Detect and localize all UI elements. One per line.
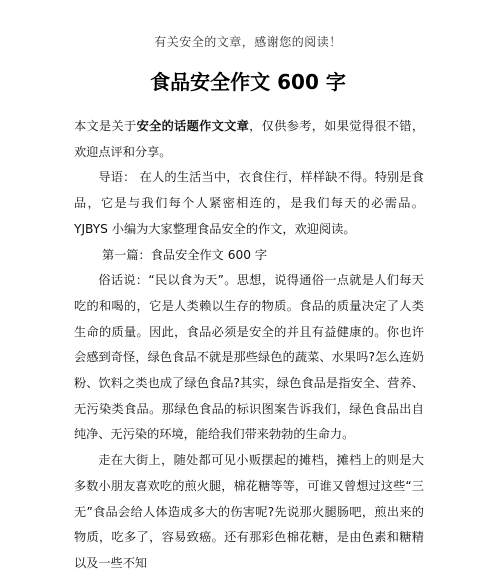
intro-paragraph	[74, 114, 424, 165]
intro-post: ，仅供参考，如果觉得很不错，欢迎点评和分享。	[74, 119, 425, 159]
article-body	[74, 114, 424, 577]
intro-bold: 安全的话题作文文章	[136, 119, 250, 133]
section-heading: 第一篇：食品安全作文 600 字	[102, 247, 268, 262]
guide-paragraph: 导语： 在人的生活当中，衣食住行，样样缺不得。特别是食品，它是与我们每个人紧密相连的，是我们每天的必需品。YJBYS 小编为大家整理食品安全的作文，欢迎阅读。	[74, 170, 424, 236]
intro-pre: 本文是关于	[74, 119, 137, 133]
paragraph-2: 走在大街上，随处都可见小贩摆起的摊档，摊档上的则是大多数小朋友喜欢吃的煎火腿，棉花糖等等，可谁又曾想过这些“三无”食品会给人体造成多大的伤害呢?先说那火腿肠吧，煎出来的物质，吃多了，容易致癌。还有那彩色棉花糖，是由色素和糖精以及一些不知	[74, 453, 424, 570]
page-title: 食品安全作文 600 字	[150, 70, 346, 94]
paragraph-1: 俗话说：“民以食为天”。思想，说得通俗一点就是人们每天吃的和喝的，它是人类赖以生存的物质。食品的质量决定了人类生命的质量。因此，食品必须是安全的并且有益健康的。你也许会感到奇怪，绿色食品不就是那些绿色的蔬菜、水果吗?怎么连奶粉、饮料之类也成了绿色食品?其实，绿色食品是指安全、营养、无污染类食品。那绿色食品的标识图案告诉我们，绿色食品出自纯净、无污染的环境，能给我们带来勃勃的生命力。	[74, 273, 424, 442]
header-note: 有关安全的文章，感谢您的阅读！	[154, 35, 342, 49]
